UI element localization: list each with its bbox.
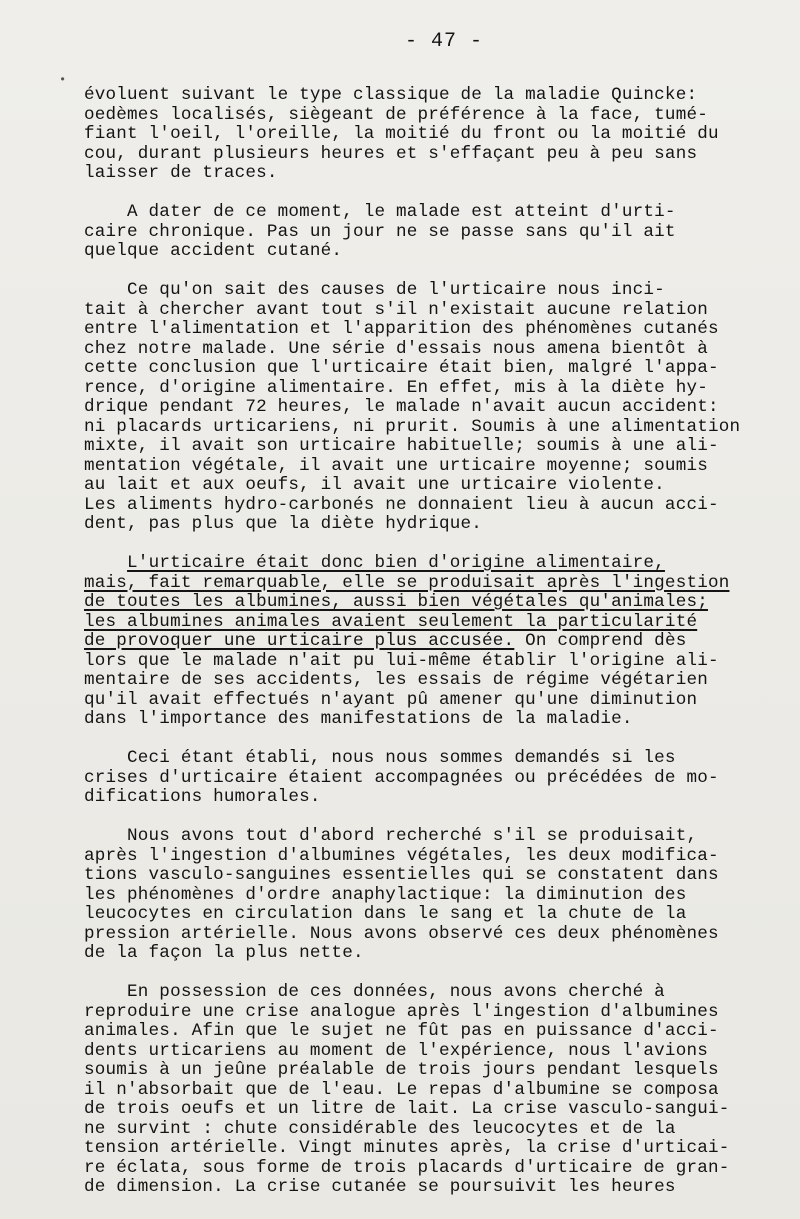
text-line: mentaire de ses accidents, les essais de régime végétarien — [84, 670, 708, 690]
text-line: drique pendant 72 heures, le malade n'avait aucun accident: — [84, 397, 719, 417]
margin-mark: • — [59, 73, 67, 87]
text-line: dans l'importance des manifestations de la maladie. — [84, 709, 633, 729]
text-line: leucocytes en circulation dans le sang et la chute de la — [84, 904, 687, 924]
text-line: reproduire une crise analogue après l'ingestion d'albumines — [84, 1001, 719, 1022]
text-line: dent, pas plus que la diète hydrique. — [84, 514, 483, 534]
text-line — [84, 554, 796, 574]
text-line: mentation végétale, il avait une urticaire moyenne; soumis — [84, 455, 708, 476]
text-line: de dimension. La crise cutanée se poursuivit les heures — [84, 1177, 676, 1197]
underlined-text: mais, fait remarquable, elle se produisait après l'ingestion — [84, 572, 730, 593]
text-line: oedèmes localisés, siègeant de préférence à la face, tumé- — [84, 104, 708, 125]
text-line: mixte, il avait son urticaire habituelle; soumis à une ali- — [84, 436, 719, 456]
document-body — [84, 86, 796, 1217]
text-line: entre l'alimentation et l'apparition des phénomènes cutanés — [84, 319, 719, 339]
underlined-text: de provoquer une urticaire plus accusée. — [84, 631, 515, 651]
text-line: ni placards urticariens, ni prurit. Soumis à une alimentation — [84, 416, 741, 437]
text-fragment: On comprend dès — [514, 631, 687, 651]
text-line: lors que le malade n'ait pu lui-même établir l'origine ali- — [84, 650, 719, 671]
text-line: difications humorales. — [84, 787, 321, 807]
text-line: laisser de traces. — [84, 163, 278, 183]
underlined-text: les albumines animales avaient seulement la particularité — [84, 611, 698, 632]
page-number: - 47 - — [405, 30, 484, 53]
text-line: En possession de ces données, nous avons cherché à — [84, 982, 665, 1002]
text-line: Ceci étant établi, nous nous sommes demandés si les — [84, 748, 676, 768]
text-line: fiant l'oeil, l'oreille, la moitié du front ou la moitié du — [84, 124, 719, 144]
text-line: crises d'urticaire étaient accompagnées ou précédées de mo- — [84, 767, 719, 788]
underlined-text: de toutes les albumines, aussi bien végétales qu'animales; — [84, 592, 708, 612]
text-line: quelque accident cutané. — [84, 241, 343, 261]
text-line — [84, 574, 796, 594]
text-line: Les aliments hydro-carbonés ne donnaient lieu à aucun acci- — [84, 494, 719, 515]
paragraph — [84, 281, 796, 535]
text-line: évoluent suivant le type classique de la maladie Quincke: — [84, 85, 698, 105]
text-line — [84, 632, 796, 652]
text-line: cou, durant plusieurs heures et s'effaçant peu à peu sans — [84, 143, 698, 164]
text-line: rence, d'origine alimentaire. En effet, mis à la diète hy- — [84, 377, 708, 398]
text-line: chez notre malade. Une série d'essais nous amena bientôt à — [84, 338, 708, 359]
text-line: Ce qu'on sait des causes de l'urticaire nous inci- — [84, 280, 665, 300]
text-line: soumis à un jeûne préalable de trois jours pendant lesquels — [84, 1060, 719, 1080]
text-line: re éclata, sous forme de trois placards d'urticaire de gran- — [84, 1157, 730, 1178]
text-line: de la façon la plus nette. — [84, 943, 364, 963]
paragraph — [84, 86, 796, 184]
paragraph — [84, 203, 796, 262]
text-line: animales. Afin que le sujet ne fût pas en puissance d'acci- — [84, 1021, 719, 1041]
text-line: Nous avons tout d'abord recherché s'il se produisait, — [84, 826, 698, 846]
text-line: dents urticariens au moment de l'expérience, nous l'avions — [84, 1040, 708, 1061]
paragraph — [84, 827, 796, 964]
text-line: pression artérielle. Nous avons observé ces deux phénomènes — [84, 923, 719, 944]
paragraph — [84, 554, 796, 730]
text-line: A dater de ce moment, le malade est atteint d'urti- — [84, 202, 676, 222]
text-line: ne survint : chute considérable des leucocytes et de la — [84, 1118, 676, 1139]
text-line: cette conclusion que l'urticaire était bien, malgré l'appa- — [84, 358, 719, 378]
text-line: tension artérielle. Vingt minutes après, la crise d'urticai- — [84, 1138, 730, 1158]
text-line: tait à chercher avant tout s'il n'existait aucune relation — [84, 299, 708, 320]
text-line: de trois oeufs et un litre de lait. La crise vasculo-sangui- — [84, 1099, 730, 1119]
text-line: il n'absorbait que de l'eau. Le repas d'albumine se composa — [84, 1079, 719, 1100]
text-line: au lait et aux oeufs, il avait une urticaire violente. — [84, 475, 665, 495]
text-line — [84, 613, 796, 633]
text-line: qu'il avait effectués n'ayant pû amener qu'une diminution — [84, 689, 698, 710]
text-line — [84, 593, 796, 613]
text-line: après l'ingestion d'albumines végétales, les deux modifica- — [84, 845, 719, 866]
paragraph — [84, 983, 796, 1198]
text-line: les phénomènes d'ordre anaphylactique: la diminution des — [84, 884, 687, 905]
text-line: tions vasculo-sanguines essentielles qui se constatent dans — [84, 865, 719, 885]
text-line: caire chronique. Pas un jour ne se passe sans qu'il ait — [84, 221, 676, 242]
underlined-text: L'urticaire était donc bien d'origine alimentaire, — [127, 553, 665, 573]
paragraph — [84, 749, 796, 808]
